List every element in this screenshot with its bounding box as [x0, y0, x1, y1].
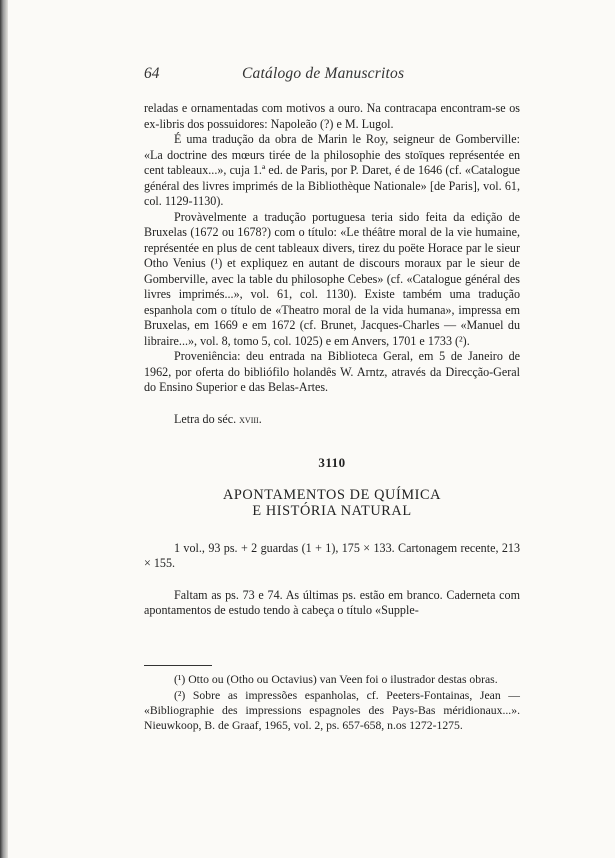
entry-title-line-2: E HISTÓRIA NATURAL [252, 502, 412, 519]
entry-title [144, 487, 520, 519]
footnote-2: (²) Sobre as impressões espanholas, cf. Peeters-Fontainas, Jean — «Bibliographie des impressions espagnoles des Pays-Bas méridionaux...». Nieuwkoop, B. de Graaf, 1965, vol. 2, ps. 657-658, n.os 1272-1275. [144, 688, 520, 733]
letter-label: Letra do séc. [174, 411, 237, 426]
letter-date [144, 412, 520, 428]
entry-title-line-1: APONTAMENTOS DE QUÍMICA [222, 486, 442, 503]
letter-century: xviii. [239, 411, 262, 426]
catalog-page [144, 66, 520, 734]
paragraph-edition: Provàvelmente a tradução portuguesa teria sido feita da edição de Bruxelas (1672 ou 1678?) com o título: «Le théâtre moral de la vie humaine, représentée en plus de cent tableaux divers, tirez du poëte Horace par le sieur Otho Venius (¹) et expliquez en autant de discours moraux par le sieur de Gomberville, avec la table du philosophe Cebes» (cf. «Catalogue général des livres imprimés...», vol. 61, col. 1130). Existe também uma tradução espanhola com o título de «Theatro moral de la vida humana», impressa em Bruxelas, em 1669 e em 1672 (cf. Brunet, Jacques-Charles — «Manuel du libraire...», vol. 8, tomo 5, col. 1025) e em Anvers, 1701 e 1733 (²). [144, 209, 520, 348]
paragraph-provenance: Proveniência: deu entrada na Biblioteca Geral, em 5 de Janeiro de 1962, por oferta do bibliófilo holandês W. Arntz, através da Direcção-Geral do Ensino Superior e das Belas-Artes. [144, 349, 520, 394]
paragraph-binding: reladas e ornamentadas com motivos a ouro. Na contracapa encontram-se os ex-libris dos possuidores: Napoleão (?) e M. Lugol. [144, 101, 520, 131]
running-title: Catálogo de Manuscritos [242, 65, 405, 82]
footnotes [144, 672, 520, 734]
paragraph-translation: É uma tradução da obra de Marin le Roy, seigneur de Gomberville: «La doctrine des mœurs tirée de la philosophie des stoïques représentée en cent tableaux...», cuja 1.ª ed. de Paris, por P. Daret, é de 1646 (cf. «Catalogue général des livres imprimés de la Bibliothèque Nationale» [de Paris], vol. 61, col. 1129-1130). [144, 132, 520, 208]
entry-notes: Faltam as ps. 73 e 74. As últimas ps. estão em branco. Caderneta com apontamentos de estudo tendo à cabeça o título «Supple- [144, 587, 520, 617]
footnote-divider [144, 665, 212, 666]
running-head [144, 66, 520, 88]
entry-number: 3110 [318, 455, 346, 470]
physical-description: 1 vol., 93 ps. + 2 guardas (1 + 1), 175 × 133. Cartonagem recente, 213 × 155. [144, 540, 520, 570]
continuation-text [144, 101, 520, 427]
book-spine-shadow [0, 0, 8, 858]
footnote-1: (¹) Otto ou (Otho ou Octavius) van Veen foi o ilustrador destas obras. [174, 672, 498, 686]
page-number: 64 [144, 65, 160, 82]
